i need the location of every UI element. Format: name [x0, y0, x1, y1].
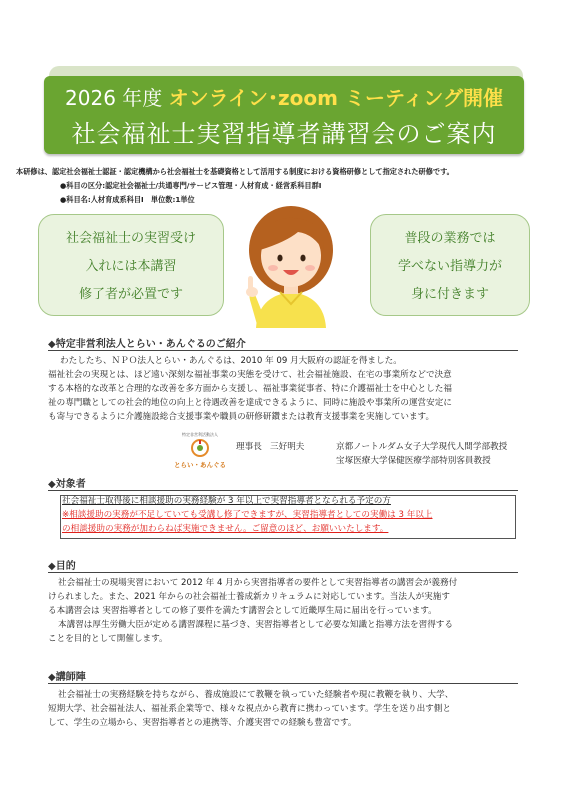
purpose-line: る本講習会は 実習指導者としての修了要件を満たす講習会として近畿厚生局に届出を行っています。: [48, 606, 437, 616]
logo-mark-icon: [190, 438, 210, 458]
chair-affiliation-1: 京都ノートルダム女子大学現代人間学部教授: [336, 442, 508, 452]
lecturers-line: 短期大学、社会福祉法人、福祉系企業等で、様々な視点から教育に携わっています。学生を送り出す側と: [48, 704, 451, 714]
divider: [48, 350, 518, 351]
woman-illustration: [236, 200, 346, 328]
purpose-body: [48, 576, 526, 646]
bubble-right: [370, 214, 530, 316]
npo-body: [60, 354, 526, 368]
logo-caption: 特定非営利活動法人: [182, 432, 218, 437]
lecturers-body: [48, 688, 526, 730]
bubble-right-line: 身に付きます: [410, 287, 489, 302]
chair-title: 理事長: [236, 442, 262, 452]
divider: [48, 683, 518, 684]
chair-affiliation-2: 宝塚医療大学保健医療学部特別客員教授: [336, 456, 491, 466]
lecturers-line: して、学生の立場から、実習指導者との連携等、介護実習での経験も豊富です。: [48, 718, 357, 728]
target-line: 社会福祉士取得後に相談援助の実務経験が 3 年以上で実習指導者となられる予定の方: [62, 496, 391, 506]
banner-subtitle: [44, 82, 524, 111]
online-label: オンライン･zoom ミーティング開催: [168, 86, 503, 110]
bubble-right-line: 普段の業務では: [404, 231, 496, 246]
lecturers-line: 社会福祉士の実務経験を持ちながら、養成施設にて教鞭を執っていた経験者や現に教鞭を執り、大学、: [58, 690, 454, 700]
chair-name: 三好明夫: [270, 442, 305, 452]
intro-line-1: 本研修は、認定社会福祉士認証・認定機構から社会福祉士を基礎資格として活用する制度における資格研修として指定された研修です。: [16, 167, 454, 176]
intro-line-3: ●科目名:人材育成系科目Ⅰ 単位数:1単位: [60, 195, 195, 204]
bubble-left: [38, 214, 224, 316]
purpose-line: 本講習は厚生労働大臣が定める講習課程に基づき、実習指導者として必要な知識と指導方法を習得する: [58, 620, 453, 630]
npo-line: わたしたち、ＮＰＯ法人とらい・あんぐるは、2010 年 09 月大阪府の認証を得ました。: [60, 356, 402, 366]
logo-name: とらい・あんぐる: [174, 461, 226, 469]
section-heading-target: ◆対象者: [48, 479, 86, 490]
bubble-left-line: 修了者が必置です: [78, 287, 183, 302]
intro-line-2: ●科目の区分:認定社会福祉士/共通専門/サービス管理・人材育成・経営系科目群Ⅰ: [60, 181, 322, 190]
target-body: [62, 494, 526, 536]
npo-line: 祉の専門職としての社会的地位の向上と待遇改善を達成できるように、同時に施設や事業所の運営安定に: [48, 398, 452, 408]
purpose-line: 社会福祉士の現場実習において 2012 年 4 月から実習指導者の要件として実習指導者の講習会が義務付: [58, 578, 458, 588]
bubble-right-line: 学べない指導力が: [397, 259, 502, 274]
bubble-left-line: 入れには本講習: [85, 259, 177, 274]
year-label: 2026 年度: [65, 86, 163, 110]
npo-line: 福祉社会の実現とは、ほど遠い深刻な福祉事業の実態を受けて、社会福祉施設、在宅の事業所などで決意: [48, 370, 452, 380]
title-banner: [44, 76, 524, 154]
npo-body-cont: [48, 368, 526, 424]
purpose-line: ことを目的として開催します。: [48, 634, 168, 644]
npo-line: する本格的な改革と合理的な改善を多方面から支援し、福祉事業従事者、特に介護福祉士を中心とした福: [48, 384, 452, 394]
divider: [48, 490, 518, 491]
target-warning-line: の相談援助の実務が加わらねば実施できません。ご留意のほど、お願いいたします。: [62, 524, 389, 534]
npo-line: も寄与できるように介護施設総合支援事業や職員の研修研鑽または教育支援事業を実施しています。: [48, 412, 435, 422]
purpose-line: けられました。また、2021 年からの社会福祉士養成新カリキュラムに対応しています。当法人が実施す: [48, 592, 450, 602]
npo-logo: [170, 432, 230, 472]
page-title: 社会福祉士実習指導者講習会のご案内: [71, 120, 497, 148]
section-heading-purpose: ◆目的: [48, 561, 76, 572]
divider: [48, 572, 518, 573]
section-heading-lecturers: ◆講師陣: [48, 672, 86, 683]
target-warning-line: ※相談援助の実務が不足していても受講し修了できますが、実習指導者としての実働は 3 年以上: [62, 510, 433, 520]
section-heading-npo: ◆特定非営利法人とらい・あんぐるのご紹介: [48, 339, 246, 350]
bubble-left-line: 社会福祉士の実習受け: [65, 231, 196, 246]
